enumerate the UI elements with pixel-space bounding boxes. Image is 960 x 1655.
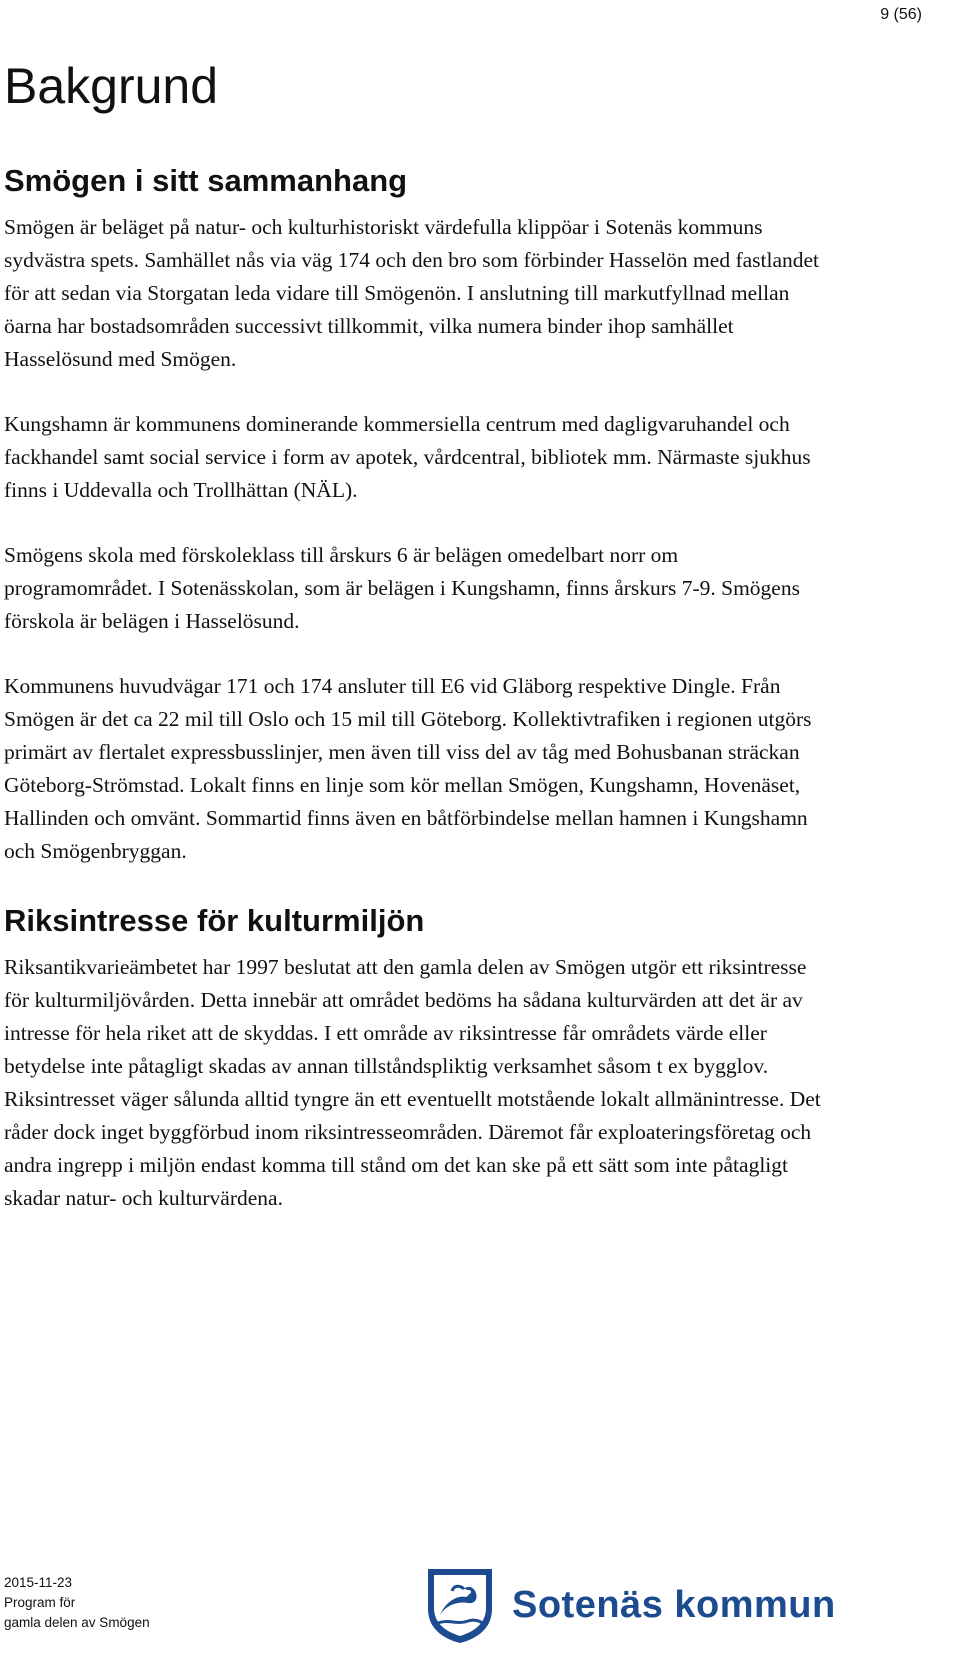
section-title: Smögen i sitt sammanhang xyxy=(4,163,408,198)
municipality-logo xyxy=(424,1565,836,1645)
paragraph: Kungshamn är kommunens dominerande kommersiella centrum med dagligvaruhandel och fackhandel samt social service i form av apotek, vårdcentral, bibliotek mm. Närmaste sjukhus finns i Uddevalla och Trollhättan (NÄL). xyxy=(4,412,811,503)
footer xyxy=(4,1573,150,1633)
paragraph: Smögens skola med förskoleklass till årskurs 6 är belägen omedelbart norr om programområdet. I Sotenässkolan, som är belägen i Kungshamn, finns årskurs 7-9. Smögens förskola är belägen i Hasselösund. xyxy=(4,543,800,634)
paragraph: Kommunens huvudvägar 171 och 174 ansluter till E6 vid Gläborg respektive Dingle. Från Smögen är det ca 22 mil till Oslo och 15 mil till Göteborg. Kollektivtrafiken i regionen utgörs primärt av flertalet expressbusslinjer, men även till viss del av tåg med Bohusbanan sträckan Göteborg-Strömstad. Lokalt finns en linje som kör mellan Smögen, Kungshamn, Hovenäset, Hallinden och omvänt. Sommartid finns även en båtförbindelse mellan hamnen i Kungshamn och Smögenbryggan. xyxy=(4,674,812,864)
footer-date: 2015-11-23 xyxy=(4,1575,73,1590)
chapter-title: Bakgrund xyxy=(4,58,219,114)
footer-doc-title-line2: gamla delen av Smögen xyxy=(4,1615,150,1630)
section-smogen-context xyxy=(4,162,824,868)
logo-wordmark: Sotenäs kommun xyxy=(512,1583,836,1626)
paragraph: Riksantikvarieämbetet har 1997 beslutat att den gamla delen av Smögen utgör ett riksintresse för kulturmiljövården. Detta innebär att området bedöms ha sådana kulturvärden att det är av intresse för hela riket att de skyddas. I ett område av riksintresse får områdets värde eller betydelse inte påtagligt skadas av annan tillståndspliktig verksamhet såsom t ex bygglov. Riksintresset väger sålunda alltid tyngre än ett eventuellt motstående lokalt allmänintresse. Det råder dock inget byggförbud inom riksintresseområden. Däremot får exploateringsföretag och andra ingrepp i miljön endast komma till stånd om det kan ske på ett sätt som inte påtagligt skadar natur- och kulturvärdena. xyxy=(4,955,821,1211)
document-body xyxy=(4,56,824,1215)
paragraph: Smögen är beläget på natur- och kulturhistoriskt värdefulla klippöar i Sotenäs kommuns sydvästra spets. Samhället nås via väg 174 och den bro som förbinder Hasselön med fastlandet för att sedan via Storgatan leda vidare till Smögenön. I anslutning till markutfyllnad mellan öarna har bostadsområden successivt tillkommit, vilka numera binder ihop samhället Hasselösund med Smögen. xyxy=(4,215,820,372)
footer-doc-title-line1: Program för xyxy=(4,1595,76,1610)
section-national-interest xyxy=(4,902,824,1215)
section-title: Riksintresse för kulturmiljön xyxy=(4,903,425,939)
page-number: 9 (56) xyxy=(880,6,922,23)
sotenas-crest-icon xyxy=(424,1565,496,1645)
